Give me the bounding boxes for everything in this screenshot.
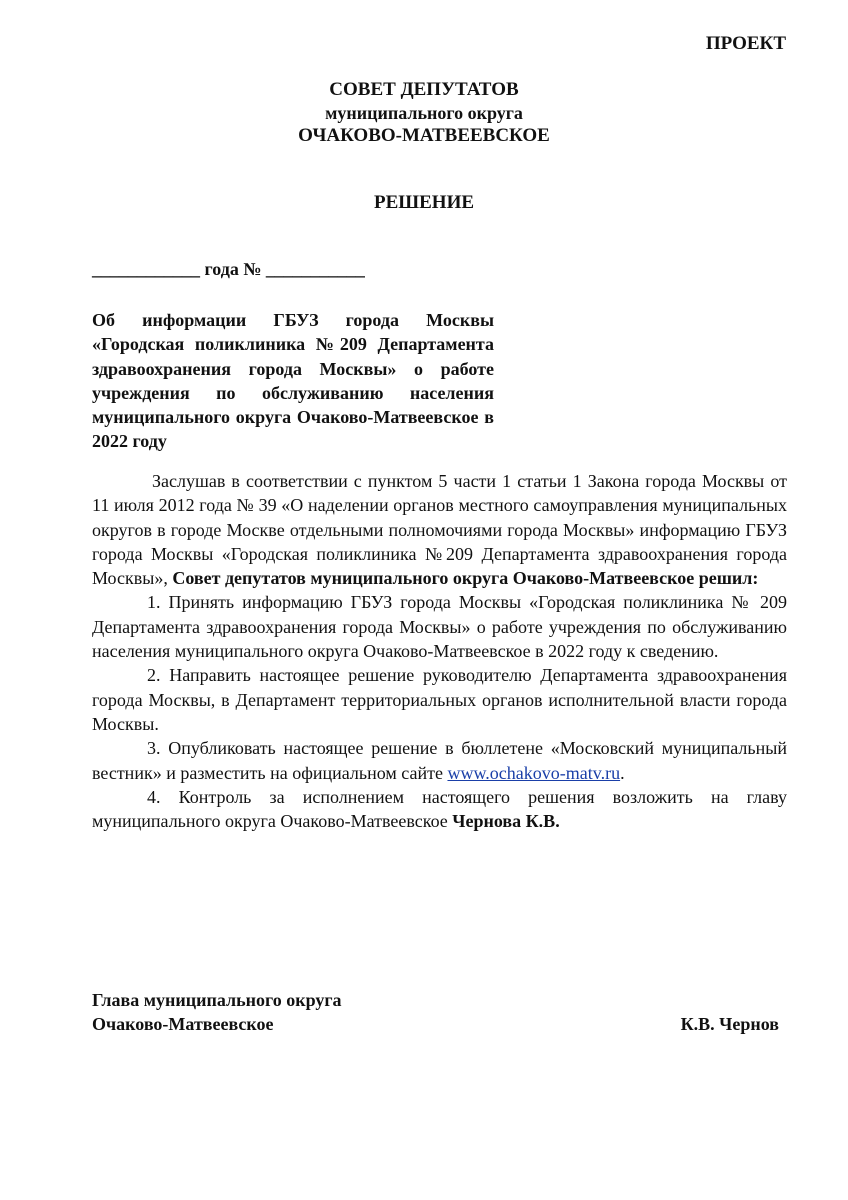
intro-text: Заслушав в соответствии с пунктом 5 части 1 статьи 1 Закона города Москвы от 11 июля 2012 года № 39 «О наделении органов местного самоуправления муниципальных округов в городе Москве отдельными полномочиями города Москвы» информацию ГБУЗ города Москвы «Городская поликлиника №209 Департамента здравоохранения города Москвы», xyxy=(92,471,787,589)
intro-paragraph xyxy=(92,469,787,590)
item-1: 1. Принять информацию ГБУЗ города Москвы «Городская поликлиника № 209 Департамента здравоохранения города Москвы» о работе учреждения по обслуживанию населения муниципального округа Очаково-Матвеевское в 2022 году к сведению. xyxy=(92,592,787,662)
item-4-responsible: Чернова К.В. xyxy=(452,811,560,832)
district-name: ОЧАКОВО-МАТВЕЕВСКОЕ xyxy=(298,125,550,146)
date-number-line: ____________ года № ___________ xyxy=(92,259,365,279)
council-title: СОВЕТ ДЕПУТАТОВ xyxy=(329,79,519,100)
intro-resolution: Совет депутатов муниципального округа Очаково-Матвеевское решил: xyxy=(172,568,759,589)
item-3-text: 3. Опубликовать настоящее решение в бюллетене «Московский муниципальный вестник» и разместить на официальном сайте xyxy=(92,738,787,783)
signature-name: К.В. Чернов xyxy=(680,1014,779,1035)
item-3-end: . xyxy=(620,762,625,783)
decision-body xyxy=(92,469,787,833)
draft-mark: ПРОЕКТ xyxy=(705,33,786,54)
signature-block xyxy=(92,988,787,1037)
item-4-text: 4. Контроль за исполнением настоящего решения возложить на главу муниципального округа Очаково-Матвеевское xyxy=(92,786,787,832)
official-site-link[interactable]: www.ochakovo-matv.ru xyxy=(447,762,621,783)
signature-title-line1: Глава муниципального округа xyxy=(92,990,342,1010)
decision-subject: Об информации ГБУЗ города Москвы «Городская поликлиника №209 Департамента здравоохранения города Москвы» о работе учреждения по обслуживанию населения муниципального округа Очаково-Матвеевское в 2022 году xyxy=(92,310,494,452)
district-label: муниципального округа xyxy=(325,103,523,123)
item-3 xyxy=(92,736,787,785)
item-2: 2. Направить настоящее решение руководителю Департамента здравоохранения города Москвы, в Департамент территориальных органов исполнительной власти города Москвы. xyxy=(92,665,787,734)
item-4 xyxy=(92,785,787,834)
document-header xyxy=(0,78,848,148)
decision-title: РЕШЕНИЕ xyxy=(373,192,475,213)
signature-title-line2: Очаково-Матвеевское xyxy=(92,1014,274,1035)
